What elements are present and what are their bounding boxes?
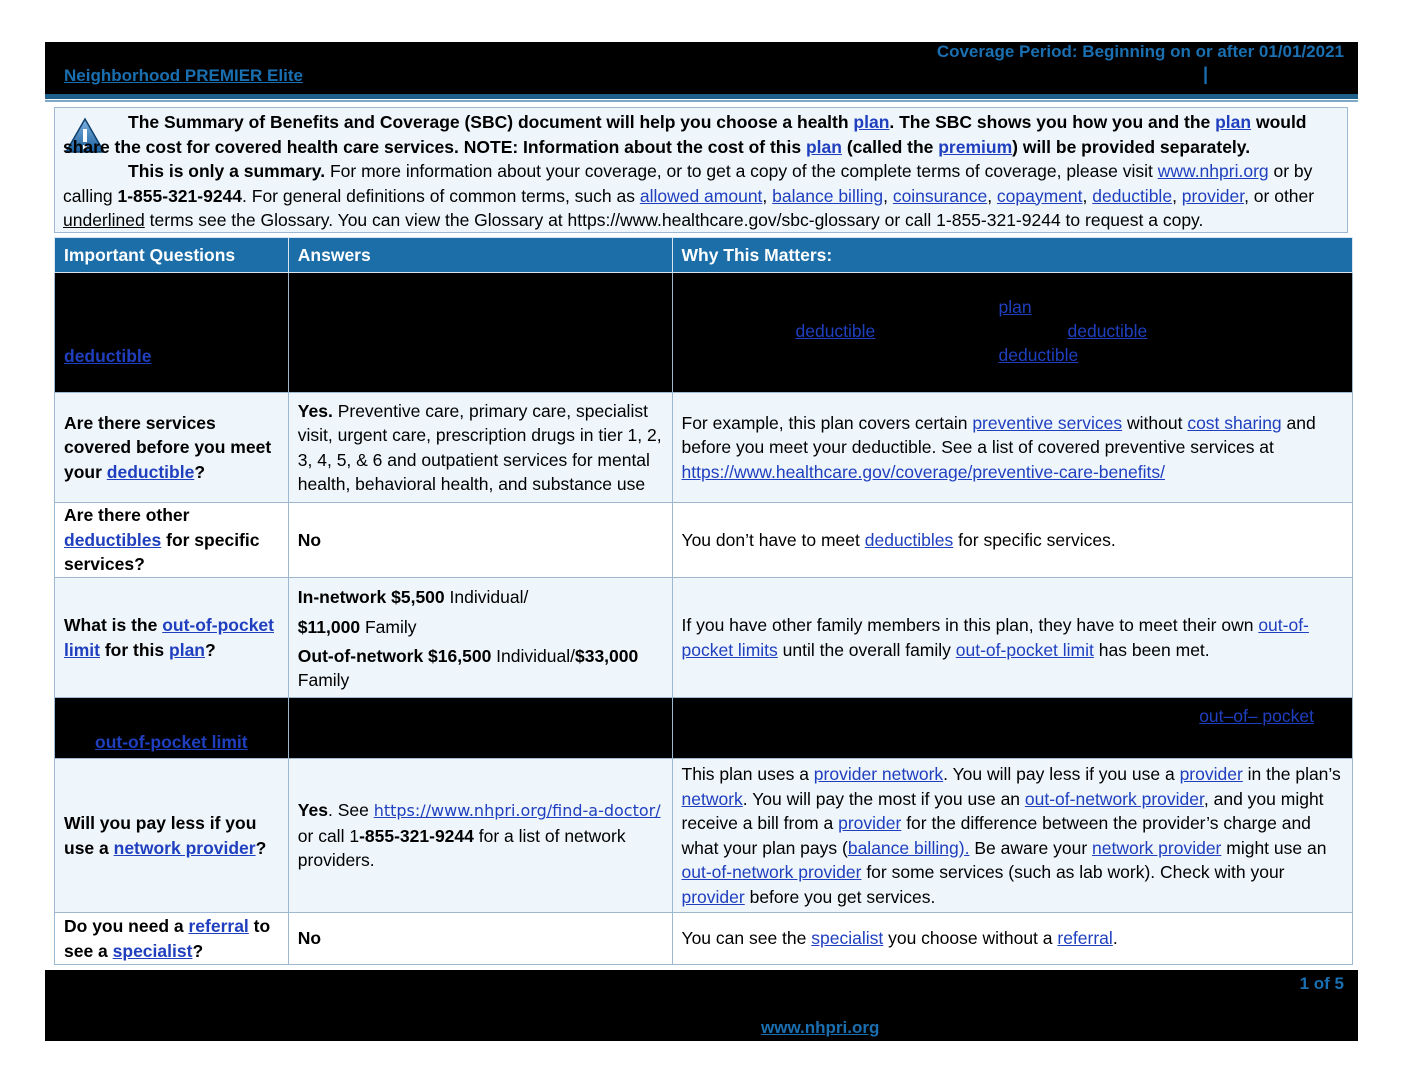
table-row: Do you need a referral to see a specialist? No You can see the specialist you choose without a referral. (55, 913, 1353, 965)
table-row (55, 698, 1353, 759)
link-find-a-doctor[interactable]: https://www.nhpri.org/find-a-doctor/ (373, 801, 661, 821)
col-header-questions: Important Questions (55, 238, 289, 273)
link-deductible[interactable]: deductible (106, 461, 195, 482)
link-deductible[interactable]: deductible (1092, 185, 1173, 206)
header-separator: | (1203, 64, 1209, 84)
link-preventive-benefits[interactable]: https://www.healthcare.gov/coverage/preventive-care-benefits/ (681, 461, 1165, 482)
link-out-of-network-provider[interactable]: out-of-network provider (681, 862, 862, 882)
link-allowed-amount[interactable]: allowed amount (639, 185, 763, 206)
underlined-word: underlined (63, 210, 145, 230)
link-deductible[interactable]: deductible (64, 346, 152, 367)
link-plan[interactable]: plan (1215, 112, 1252, 132)
link-balance-billing[interactable]: balance billing (772, 185, 884, 206)
col-header-answers: Answers (288, 238, 672, 273)
page-number: 1 of 5 (1299, 974, 1344, 993)
link-referral[interactable]: referral (1057, 928, 1113, 949)
link-out-of-pocket-limit[interactable]: out-of-pocket limit (95, 731, 248, 752)
link-deductibles[interactable]: deductibles (64, 529, 162, 550)
link-deductibles[interactable]: deductibles (864, 529, 954, 550)
link-cost-sharing[interactable]: cost sharing (1187, 412, 1282, 433)
link-copayment[interactable]: copayment (996, 185, 1083, 206)
link-deductible[interactable]: deductible (795, 321, 876, 341)
link-plan[interactable]: plan (998, 297, 1032, 317)
coverage-period: Coverage Period: Beginning on or after 01/01/2021 (936, 42, 1344, 61)
link-network-provider[interactable]: network provider (113, 837, 256, 858)
link-provider[interactable]: provider (838, 813, 902, 833)
link-premium[interactable]: premium (938, 136, 1013, 157)
page-footer (45, 970, 1358, 1041)
link-provider-network[interactable]: provider network (813, 764, 944, 784)
table-row (55, 273, 1353, 393)
footer-link-nhpri[interactable]: www.nhpri.org (761, 1018, 880, 1037)
link-provider[interactable]: provider (1179, 764, 1243, 784)
link-provider[interactable]: provider (1181, 185, 1245, 206)
link-referral[interactable]: referral (188, 916, 249, 936)
benefits-table (54, 237, 1353, 965)
link-deductible[interactable]: deductible (1067, 321, 1148, 341)
link-network-provider[interactable]: network provider (1092, 837, 1222, 858)
header-rule-thin (45, 100, 1358, 102)
page-header (45, 42, 1358, 94)
intro-box (54, 107, 1348, 233)
table-row: What is the out-of-pocket limit for this plan? In-network $5,500 Individual/ $11,000 Family Out-of-network $16,500 Individual/$33,000 Family If you have other family members in this plan, they have to meet their own out-of-pocket limits until the overall family out-of-pocket limit has been met. (55, 578, 1353, 698)
link-plan[interactable]: plan (805, 136, 842, 157)
table-row: Are there other deductibles for specific services? No You don’t have to meet deductibles for specific services. (55, 503, 1353, 578)
intro-text: The Summary of Benefits and Coverage (SBC) document will help you choose a health plan. The SBC shows you how you and the plan would share the cost for covered health care services. NOTE: Information about the cost of this plan (called the premium) will be provided separately. This is only a summary. For more information about your coverage, or to get a copy of the complete terms of coverage, please visit www.nhpri.org or by calling 1-855-321-9244. For general definitions of common terms, such as allowed amount, balance billing, coinsurance, copayment, deductible, provider, or other underlined terms see the Glossary. You can view the Glossary at https://www.healthcare.gov/sbc-glossary or call 1-855-321-9244 to request a copy. (63, 112, 1315, 230)
link-out-of-pocket[interactable]: out–of– pocket (1199, 706, 1314, 726)
table-row: Are there services covered before you meet your deductible? Yes. Preventive care, primary care, specialist visit, urgent care, prescription drugs in tier 1, 2, 3, 4, 5, & 6 and outpatient services for mental health, behavioral health, and substance use For example, this plan covers certain preventive services without cost sharing and before you meet your deductible. See a list of covered preventive services at https://www.healthcare.gov/coverage/preventive-care-benefits/ (55, 393, 1353, 503)
link-deductible[interactable]: deductible (998, 345, 1079, 365)
header-rule (45, 94, 1358, 99)
answer-no: No (288, 913, 672, 965)
link-specialist[interactable]: specialist (811, 928, 884, 949)
link-out-of-pocket-limit[interactable]: out-of-pocket limit (64, 615, 274, 660)
link-specialist[interactable]: specialist (112, 940, 193, 961)
plan-name: Neighborhood PREMIER Elite (64, 66, 303, 85)
col-header-why: Why This Matters: (672, 238, 1353, 273)
link-nhpri[interactable]: www.nhpri.org (1157, 161, 1269, 181)
link-coinsurance[interactable]: coinsurance (892, 185, 988, 206)
link-out-of-network-provider[interactable]: out-of-network provider (1024, 788, 1204, 809)
answer-no: No (288, 503, 672, 578)
link-network[interactable]: network (681, 788, 743, 809)
link-out-of-pocket-limits[interactable]: out-of-pocket limits (681, 615, 1309, 660)
link-balance-billing[interactable]: balance billing). (847, 837, 970, 858)
link-preventive-services[interactable]: preventive services (972, 412, 1123, 433)
link-plan[interactable]: plan (169, 639, 205, 660)
link-provider[interactable]: provider (681, 886, 745, 907)
link-out-of-pocket-limit[interactable]: out-of-pocket limit (955, 639, 1094, 660)
table-row: Will you pay less if you use a network provider? Yes. See https://www.nhpri.org/find-a-doctor/ or call 1-855-321-9244 for a list of network providers. This plan uses a provider network. You will pay less if you use a provider in the plan’s network. You will pay the most if you use an out-of-network provider, and you might receive a bill from a provider for the difference between the provider’s charge and what your plan pays (balance billing). Be aware your network provider might use an out-of-network provider for some services (such as lab work). Check with your provider before you get services. (55, 759, 1353, 913)
link-plan[interactable]: plan (853, 112, 890, 132)
